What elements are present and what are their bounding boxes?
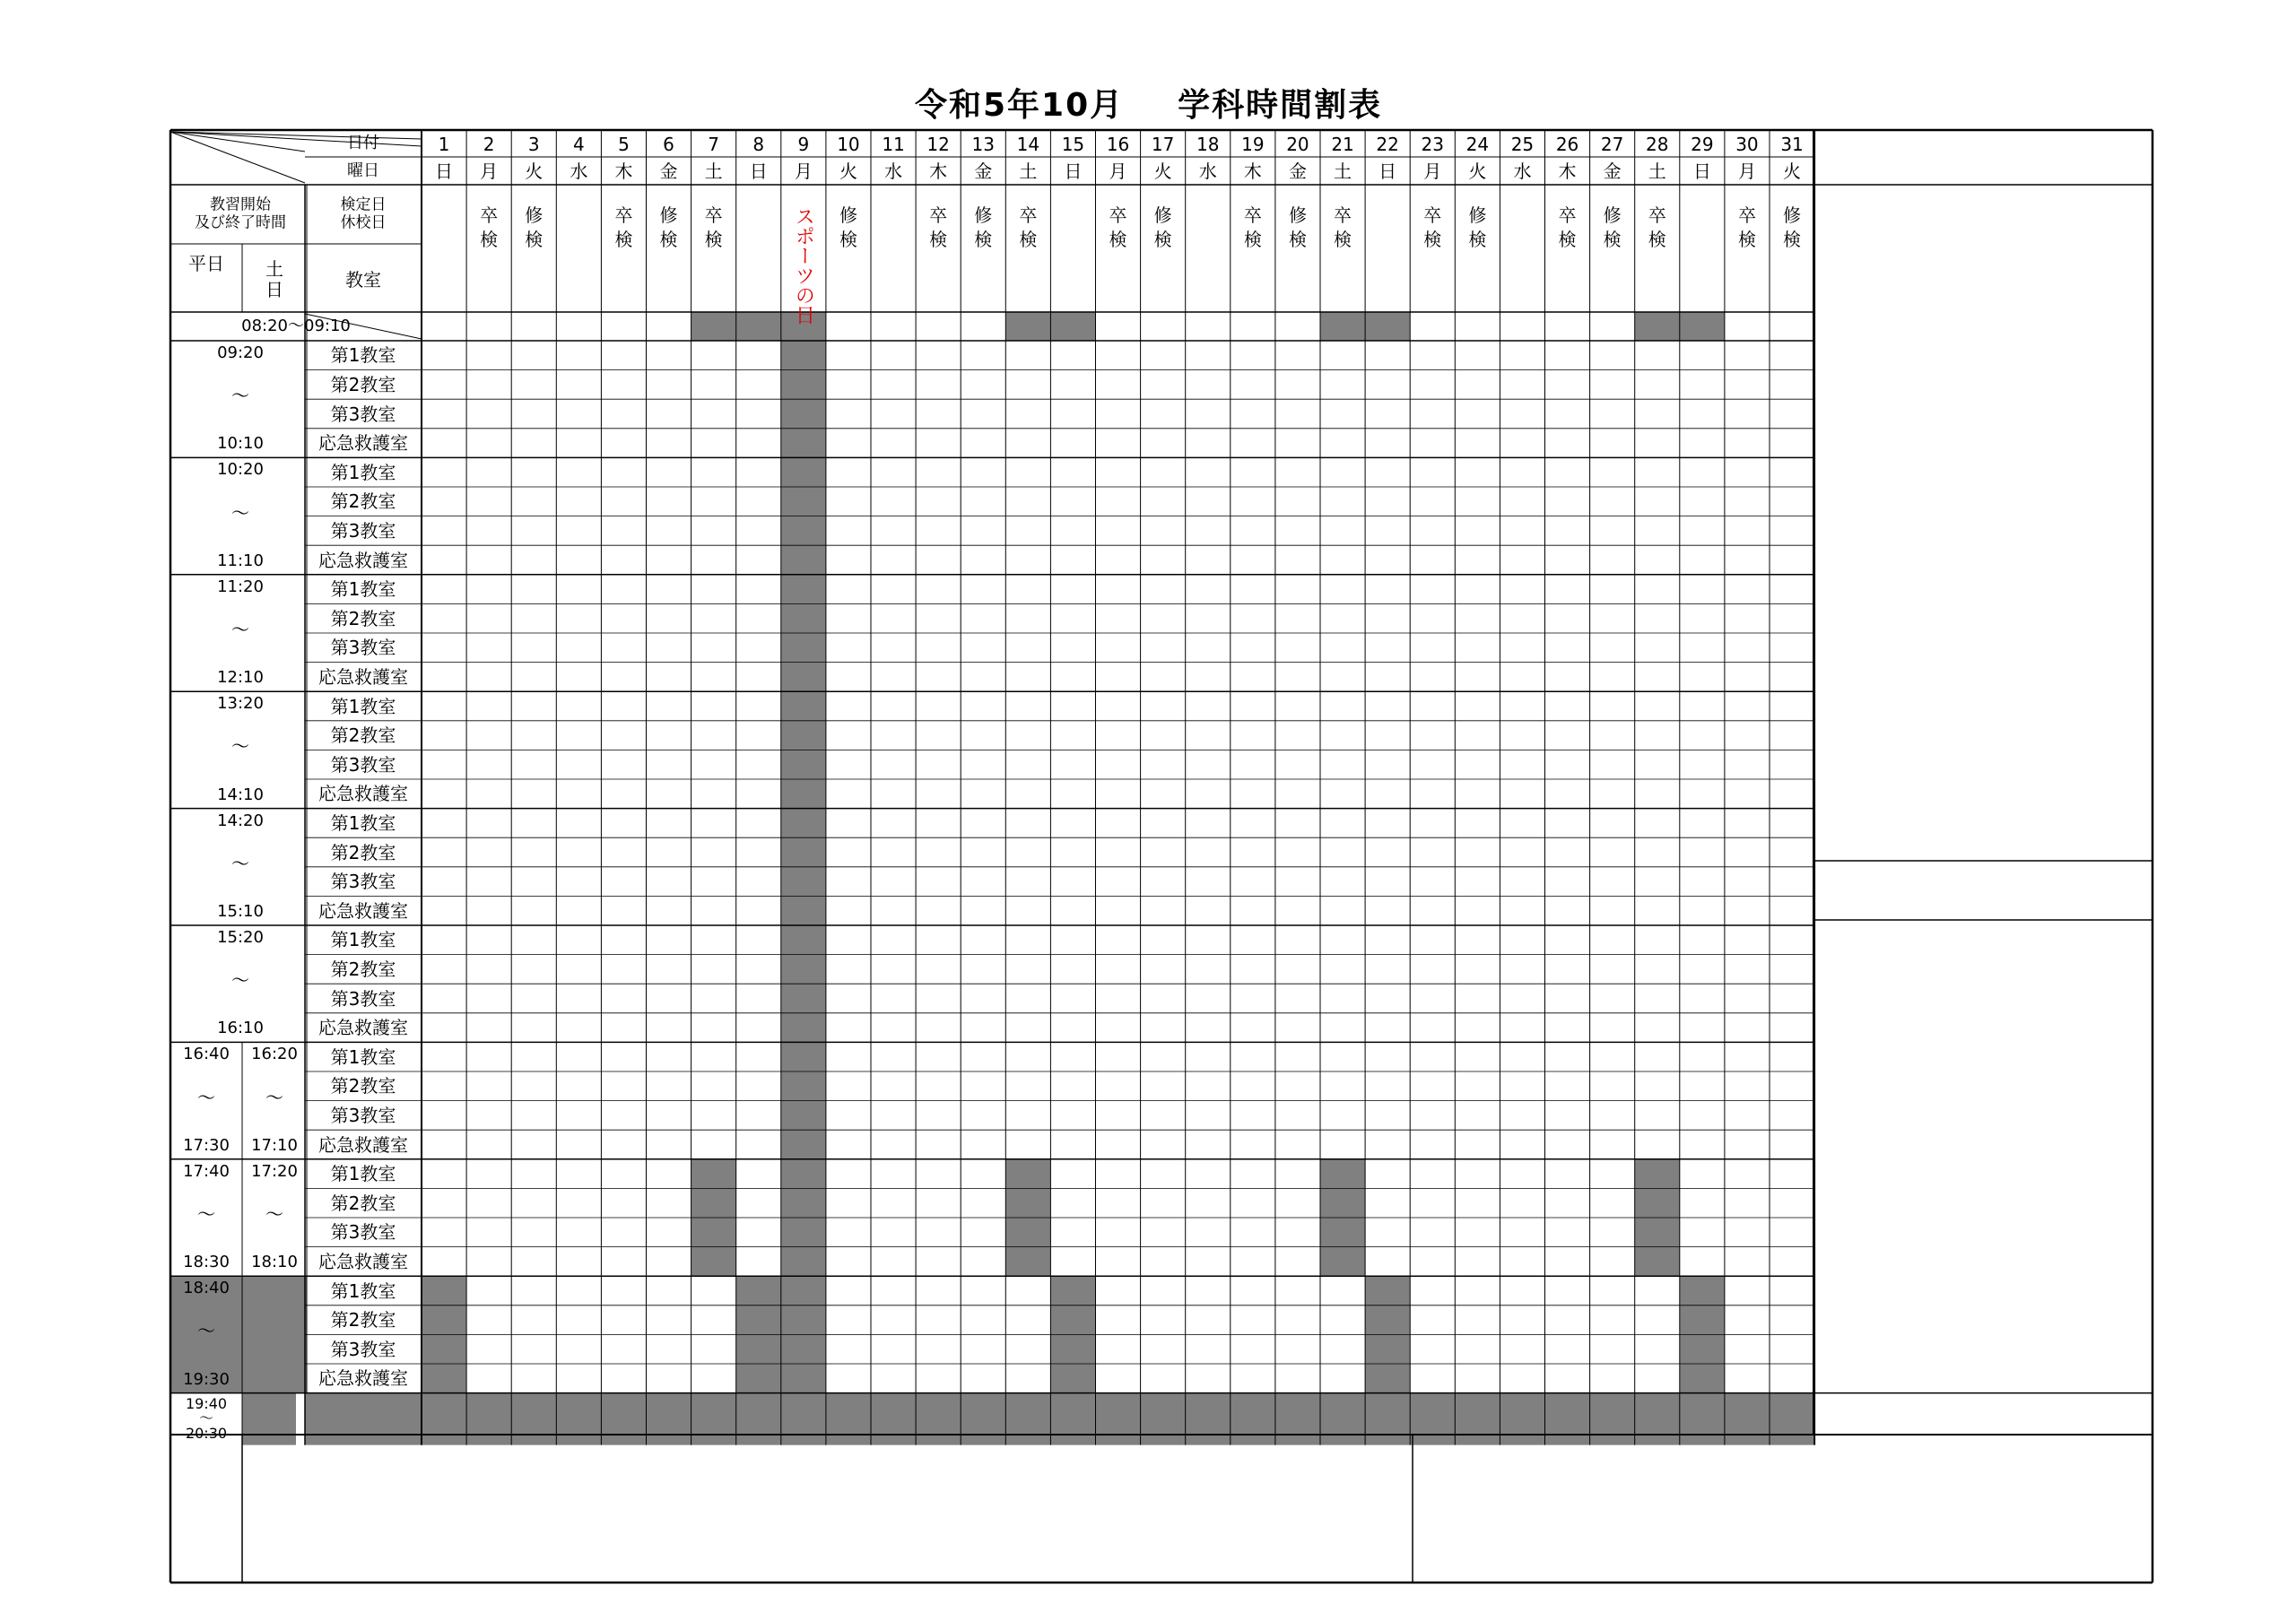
- day-number: 12: [926, 134, 950, 155]
- day-number: 1: [438, 134, 450, 155]
- kentei-cell: 卒 検: [1109, 204, 1127, 250]
- day-number: 29: [1691, 134, 1714, 155]
- period-start: 16:40: [183, 1045, 230, 1064]
- room-name: 第3教室: [330, 1104, 396, 1126]
- day-number: 13: [971, 134, 995, 155]
- kentei-cell: 卒 検: [1243, 204, 1262, 250]
- room-name: 第1教室: [330, 344, 396, 367]
- period-end: 12:10: [217, 668, 264, 688]
- kentei-cell: 卒 検: [1558, 204, 1577, 250]
- day-number: 19: [1241, 134, 1265, 155]
- kentei-cell: 卒 検: [614, 204, 633, 250]
- period-start-weekend: 17:20: [251, 1161, 298, 1181]
- day-number: 31: [1780, 134, 1804, 155]
- weekday-cell: 日: [1064, 160, 1083, 182]
- kentei-cell: 修 検: [1468, 204, 1487, 250]
- day-number: 16: [1106, 134, 1130, 155]
- room-name: 第2教室: [330, 841, 396, 863]
- grid-line: [170, 132, 422, 146]
- weekday-cell: 水: [570, 160, 588, 182]
- closed-slot: [1320, 312, 1365, 341]
- day-number: 10: [837, 134, 860, 155]
- weekday-cell: 水: [1513, 160, 1532, 182]
- page-title: 令和5年10月 学科時間割表: [915, 87, 1383, 124]
- period-end: 10:10: [217, 434, 264, 454]
- period-tilde: 〜: [197, 1086, 215, 1108]
- room-name: 第1教室: [330, 811, 396, 834]
- closed-slot: [736, 312, 781, 341]
- day-number: 30: [1735, 134, 1759, 155]
- room-name: 応急救護室: [318, 783, 408, 805]
- room-name: 第2教室: [330, 958, 396, 980]
- date-label: 日付: [347, 134, 379, 152]
- kentei-cell: 卒 検: [1019, 204, 1038, 250]
- room-name: 第3教室: [330, 987, 396, 1010]
- period-tilde: 〜: [231, 852, 249, 874]
- period-end-weekend: 17:10: [251, 1135, 298, 1155]
- weekday-cell: 金: [659, 160, 678, 182]
- room-name: 第1教室: [330, 695, 396, 717]
- day-number: 17: [1151, 134, 1175, 155]
- period-tilde: 〜: [197, 1320, 215, 1342]
- weekday-cell: 金: [1603, 160, 1622, 182]
- weekend-heading: 土 日: [265, 258, 283, 300]
- day-number: 7: [708, 134, 720, 155]
- day-number: 4: [572, 134, 585, 155]
- weekday-cell: 土: [704, 160, 723, 182]
- period-tilde: 〜: [231, 735, 249, 758]
- room-name: 応急救護室: [318, 665, 408, 688]
- day-number: 24: [1465, 134, 1490, 155]
- period-tilde: 〜: [231, 619, 249, 640]
- period-start: 18:40: [183, 1279, 230, 1298]
- room-name: 第3教室: [330, 403, 396, 425]
- kentei-cell: 卒 検: [1334, 204, 1352, 250]
- day-number: 23: [1421, 134, 1444, 155]
- room-heading: 教室: [345, 269, 381, 291]
- room-name: 第2教室: [330, 373, 396, 395]
- weekday-cell: 日: [435, 160, 454, 182]
- weekday-cell: 木: [929, 160, 948, 182]
- weekday-cell: 金: [1288, 160, 1307, 182]
- weekday-heading: 平日: [188, 253, 224, 274]
- room-name: 第3教室: [330, 753, 396, 776]
- room-name: 応急救護室: [318, 1250, 408, 1272]
- day-number: 20: [1286, 134, 1309, 155]
- weekday-cell: 金: [974, 160, 993, 182]
- weekday-cell: 日: [1692, 160, 1711, 182]
- day-number: 6: [663, 134, 674, 155]
- kentei-cell: 卒 検: [1737, 204, 1756, 250]
- closed-slot: [305, 1393, 1813, 1445]
- day-number: 15: [1061, 134, 1085, 155]
- kentei-cell: 修 検: [1783, 204, 1802, 250]
- weekday-cell: 月: [480, 160, 499, 182]
- kentei-cell: 修 検: [1153, 204, 1172, 250]
- room-name: 第1教室: [330, 1045, 396, 1068]
- room-name: 第3教室: [330, 871, 396, 893]
- period-tilde: 〜: [265, 1203, 283, 1225]
- period-tilde: 〜: [265, 1086, 283, 1108]
- period-start: 17:40: [183, 1161, 230, 1181]
- closed-slot: [1365, 312, 1410, 341]
- weekday-cell: 水: [884, 160, 903, 182]
- day-number: 26: [1555, 134, 1579, 155]
- period-start: 11:20: [217, 577, 264, 596]
- closed-slot: [1635, 312, 1680, 341]
- kentei-label: 検定日 休校日: [340, 195, 387, 231]
- period-tilde: 〜: [231, 501, 249, 524]
- room-name: 第2教室: [330, 1192, 396, 1214]
- day-number: 28: [1646, 134, 1669, 155]
- room-name: 第1教室: [330, 461, 396, 483]
- holiday-label: スポーツの日: [792, 206, 815, 325]
- period-end: 18:30: [183, 1253, 230, 1272]
- closed-slot: [242, 1393, 296, 1445]
- period-start: 10:20: [217, 460, 264, 480]
- weekday-cell: 土: [1648, 160, 1666, 182]
- kentei-cell: 卒 検: [929, 204, 948, 250]
- day-number: 5: [618, 134, 630, 155]
- room-name: 第1教室: [330, 1279, 396, 1302]
- room-name: 応急救護室: [318, 1017, 408, 1039]
- room-name: 第2教室: [330, 1075, 396, 1097]
- day-number: 27: [1600, 134, 1624, 155]
- weekday-cell: 火: [839, 160, 857, 182]
- period-end: 15:10: [217, 902, 264, 921]
- period-start: 15:20: [217, 928, 264, 947]
- period-end: 19:30: [183, 1369, 230, 1389]
- room-name: 応急救護室: [318, 549, 408, 571]
- grid-line: [170, 132, 305, 183]
- day-number: 3: [527, 134, 540, 155]
- room-name: 第3教室: [330, 1221, 396, 1244]
- kentei-cell: 修 検: [1603, 204, 1622, 250]
- day-number: 8: [752, 134, 765, 155]
- weekday-cell: 木: [1558, 160, 1577, 182]
- kentei-cell: 修 検: [659, 204, 678, 250]
- kentei-cell: 卒 検: [1648, 204, 1666, 250]
- weekday-cell: 水: [1198, 160, 1217, 182]
- weekday-cell: 木: [1243, 160, 1262, 182]
- period-end: 16:10: [217, 1019, 264, 1038]
- kentei-cell: 修 検: [974, 204, 993, 250]
- grid-line: [170, 132, 422, 139]
- kentei-cell: 卒 検: [480, 204, 499, 250]
- period-tilde: 〜: [197, 1203, 215, 1225]
- period-start: 13:20: [217, 694, 264, 714]
- period-end: 11:10: [217, 551, 264, 570]
- closed-slot: [691, 312, 736, 341]
- weekday-cell: 木: [614, 160, 633, 182]
- period-end-weekend: 18:10: [251, 1253, 298, 1272]
- period-end: 17:30: [183, 1135, 230, 1155]
- closed-slot: [1050, 312, 1095, 341]
- room-name: 第2教室: [330, 724, 396, 747]
- day-number: 25: [1510, 134, 1535, 155]
- room-name: 第1教室: [330, 1163, 396, 1185]
- start-end-label: 教習開始 及び終了時間: [195, 195, 286, 231]
- kentei-cell: 修 検: [1288, 204, 1307, 250]
- room-name: 応急救護室: [318, 1133, 408, 1156]
- room-name: 第2教室: [330, 490, 396, 513]
- day-number: 2: [483, 134, 495, 155]
- day-number: 11: [882, 134, 905, 155]
- weekday-cell: 日: [749, 160, 768, 182]
- room-name: 応急救護室: [318, 899, 408, 922]
- room-name: 第3教室: [330, 637, 396, 659]
- closed-slot: [1680, 312, 1725, 341]
- weekday-cell: 月: [794, 160, 813, 182]
- period-end: 14:10: [217, 785, 264, 804]
- weekday-cell: 土: [1334, 160, 1352, 182]
- room-name: 第1教室: [330, 578, 396, 601]
- room-name: 第2教室: [330, 1309, 396, 1331]
- day-number: 21: [1331, 134, 1354, 155]
- day-number: 18: [1196, 134, 1220, 155]
- period-tilde: 〜: [231, 385, 249, 407]
- kentei-cell: 修 検: [839, 204, 857, 250]
- weekday-cell: 火: [1468, 160, 1487, 182]
- closed-slot: [1005, 312, 1050, 341]
- room-name: 応急救護室: [318, 1367, 408, 1390]
- kentei-cell: 卒 検: [1423, 204, 1442, 250]
- first-slot-time: 08:20〜09:10: [241, 317, 351, 335]
- weekday-cell: 月: [1737, 160, 1756, 182]
- weekday-cell: 土: [1019, 160, 1038, 182]
- kentei-cell: 修 検: [525, 204, 544, 250]
- day-number: 14: [1016, 134, 1040, 155]
- room-name: 第2教室: [330, 607, 396, 629]
- kentei-cell: 卒 検: [704, 204, 723, 250]
- weekday-cell: 日: [1378, 160, 1397, 182]
- room-name: 第3教室: [330, 1338, 396, 1360]
- period-start-weekend: 16:20: [251, 1045, 298, 1064]
- room-name: 第1教室: [330, 929, 396, 951]
- room-name: 第3教室: [330, 519, 396, 542]
- weekday-cell: 月: [1423, 160, 1442, 182]
- weekday-cell: 火: [1783, 160, 1802, 182]
- last-slot-time: 19:40 〜 20:30: [185, 1394, 228, 1442]
- day-number: 22: [1376, 134, 1399, 155]
- weekday-cell: 火: [1153, 160, 1172, 182]
- period-tilde: 〜: [231, 969, 249, 992]
- weekday-cell: 月: [1109, 160, 1127, 182]
- period-start: 14:20: [217, 811, 264, 830]
- weekday-label: 曜日: [347, 161, 379, 180]
- closed-slot: [781, 1393, 826, 1445]
- weekday-cell: 火: [525, 160, 544, 182]
- day-number: 9: [797, 134, 810, 155]
- room-name: 応急救護室: [318, 432, 408, 455]
- holiday-column: [781, 312, 826, 1393]
- period-start: 09:20: [217, 343, 264, 362]
